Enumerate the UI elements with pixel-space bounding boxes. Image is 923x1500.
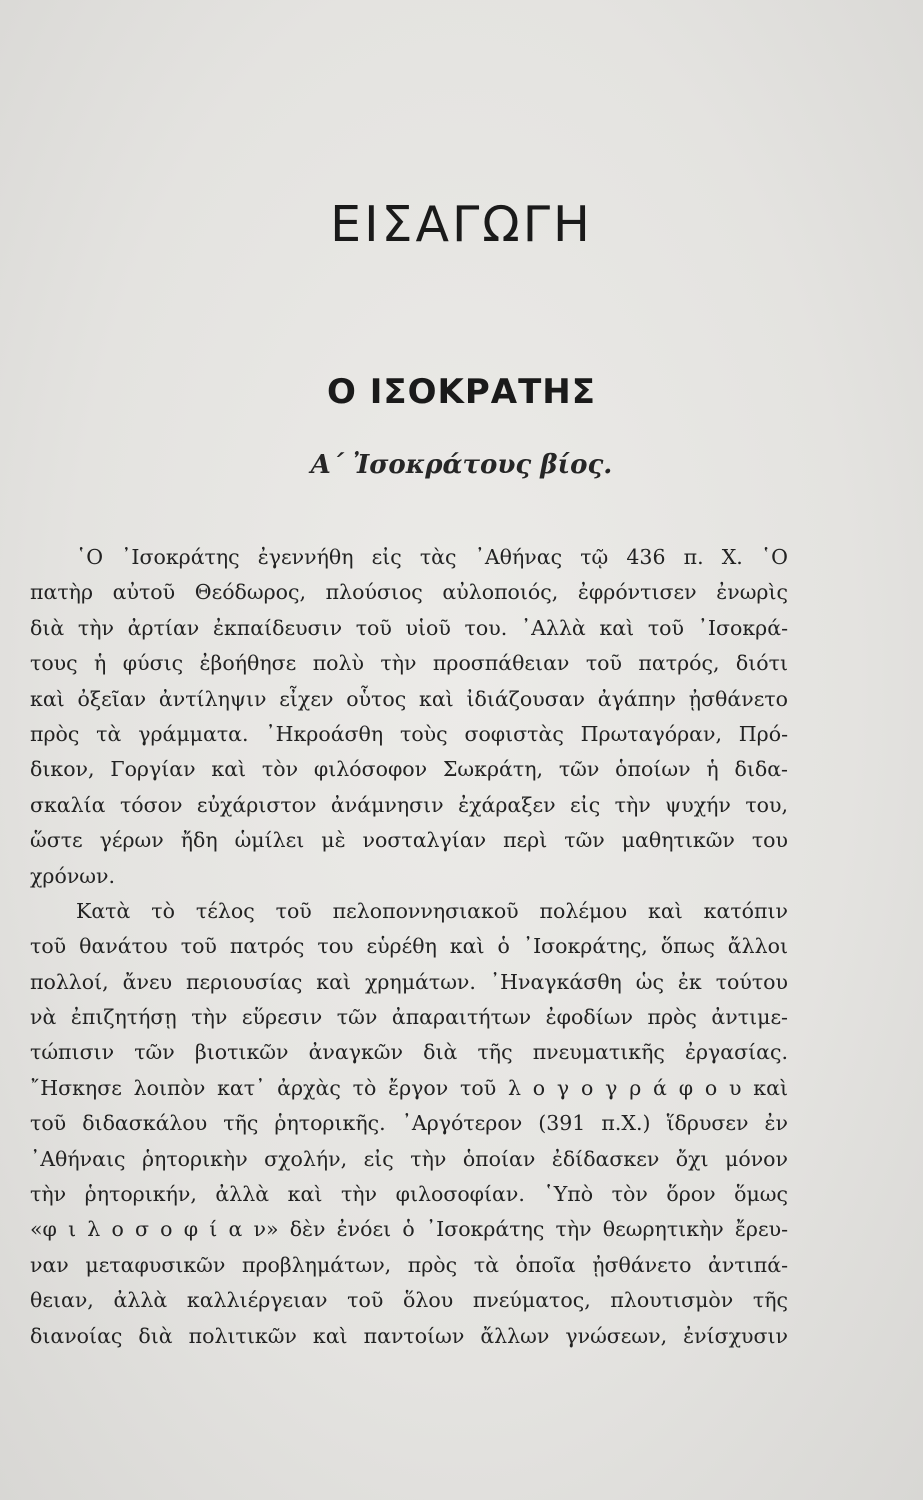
text-line: νὰ ἐπιζητήσῃ τὴν εὕρεσιν τῶν ἀπαραιτήτων ἐφοδίων πρὸς ἀντιμε- xyxy=(30,1005,788,1030)
text-line: «φ ι λ ο σ ο φ ί α ν» δὲν ἐνόει ὁ ᾿Ισοκράτης τὴν θεωρητικὴν ἔρευ- xyxy=(30,1217,788,1242)
text-line: πρὸς τὰ γράμματα. ᾿Ηκροάσθη τοὺς σοφιστὰς Πρωταγόραν, Πρό- xyxy=(30,721,788,746)
text-line: ῾Ο ᾿Ισοκράτης ἐγεννήθη εἰς τὰς ᾿Αθήνας τῷ 436 π. Χ. ῾Ο xyxy=(76,545,788,569)
text-line: τους ἡ φύσις ἐβοήθησε πολὺ τὴν προσπάθειαν τοῦ πατρός, διότι xyxy=(30,651,788,676)
text-line: τοῦ διδασκάλου τῆς ῥητορικῆς. ᾿Αργότερον (391 π.Χ.) ἵδρυσεν ἐν xyxy=(30,1111,788,1136)
text-line: πατὴρ αὐτοῦ Θεόδωρος, πλούσιος αὐλοποιός, ἐφρόντισεν ἐνωρὶς xyxy=(30,580,788,605)
text-line: τώπισιν τῶν βιοτικῶν ἀναγκῶν διὰ τῆς πνευματικῆς ἐργασίας. xyxy=(30,1040,788,1065)
text-line: τοῦ θανάτου τοῦ πατρός του εὑρέθη καὶ ὁ ᾿Ισοκράτης, ὅπως ἄλλοι xyxy=(30,934,788,959)
text-line: διανοίας διὰ πολιτικῶν καὶ παντοίων ἄλλων γνώσεων, ἐνίσχυσιν xyxy=(30,1323,788,1348)
subsection-title: Α΄ Ἰσοκράτους βίος. xyxy=(310,450,613,480)
text-line: σκαλία τόσον εὐχάριστον ἀνάμνησιν ἐχάραξεν εἰς τὴν ψυχήν του, xyxy=(30,792,788,817)
chapter-title: ΕΙΣΑΓΩΓΗ xyxy=(330,196,593,253)
text-line: δικον, Γοργίαν καὶ τὸν φιλόσοφον Σωκράτη, τῶν ὁποίων ἡ διδα- xyxy=(30,757,788,782)
text-line: ὥστε γέρων ἤδη ὡμίλει μὲ νοσταλγίαν περὶ τῶν μαθητικῶν του xyxy=(30,828,788,853)
text-line: καὶ ὀξεῖαν ἀντίληψιν εἶχεν οὗτος καὶ ἰδιάζουσαν ἀγάπην ᾐσθάνετο xyxy=(30,686,788,711)
text-line: ῎Ησκησε λοιπὸν κατ᾿ ἀρχὰς τὸ ἔργον τοῦ λ ο γ ο γ ρ ά φ ο υ καὶ xyxy=(30,1075,788,1100)
text-line: Κατὰ τὸ τέλος τοῦ πελοποννησιακοῦ πολέμου καὶ κατόπιν xyxy=(76,898,788,923)
text-line: χρόνων. xyxy=(30,863,115,888)
body-text xyxy=(30,540,788,1354)
text-line: τὴν ῥητορικήν, ἀλλὰ καὶ τὴν φιλοσοφίαν. ῾Υπὸ τὸν ὅρον ὅμως xyxy=(30,1182,788,1207)
text-line: ᾿Αθήναις ῥητορικὴν σχολήν, εἰς τὴν ὁποίαν ἐδίδασκεν ὄχι μόνον xyxy=(30,1146,788,1171)
text-line: διὰ τὴν ἀρτίαν ἐκπαίδευσιν τοῦ υἱοῦ του. ᾿Αλλὰ καὶ τοῦ ᾿Ισοκρά- xyxy=(30,615,788,640)
text-line: θειαν, ἀλλὰ καλλιέργειαν τοῦ ὅλου πνεύματος, πλουτισμὸν τῆς xyxy=(30,1288,788,1313)
text-line: ναν μεταφυσικῶν προβλημάτων, πρὸς τὰ ὁποῖα ᾐσθάνετο ἀντιπά- xyxy=(30,1252,788,1277)
text-line: πολλοί, ἄνευ περιουσίας καὶ χρημάτων. ᾿Ηναγκάσθη ὡς ἐκ τούτου xyxy=(30,969,788,994)
section-title: Ο ΙΣΟΚΡΑΤΗΣ xyxy=(327,372,596,412)
